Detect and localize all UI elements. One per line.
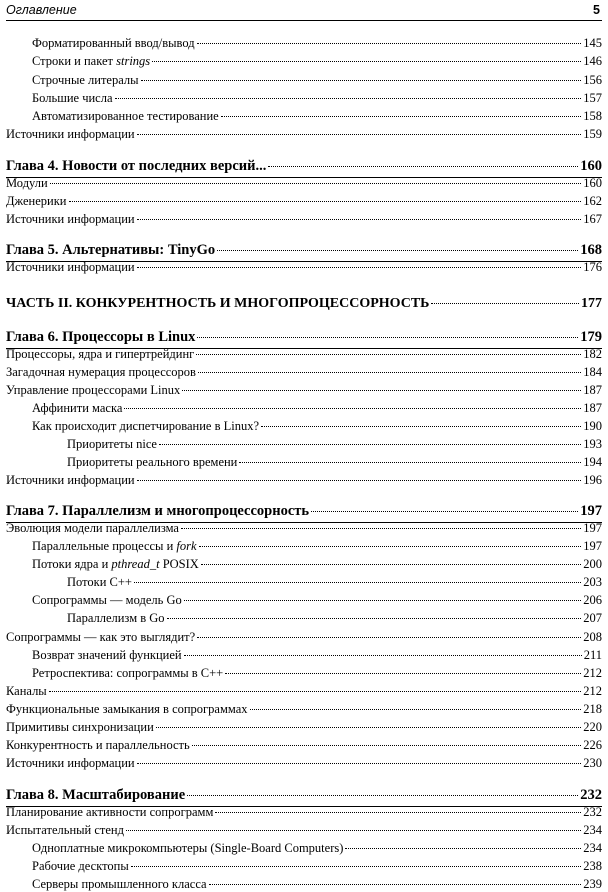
toc-entry-title-part: strings <box>116 54 151 68</box>
toc-entry[interactable] <box>6 176 602 191</box>
toc-entry-page: 226 <box>583 738 602 752</box>
leader-dots <box>184 655 582 656</box>
toc-entry-title <box>6 503 309 520</box>
toc-entry-title-part: Каналы <box>6 684 47 698</box>
running-title: Оглавление <box>6 3 77 17</box>
toc-entry-title <box>67 437 157 452</box>
toc-entry-title <box>32 54 150 69</box>
leader-dots <box>209 884 582 885</box>
toc-entry-page: 187 <box>583 383 602 397</box>
toc-entry-title <box>32 666 223 681</box>
leader-dots <box>196 354 581 355</box>
toc-entry[interactable] <box>6 212 602 227</box>
part-entry[interactable] <box>6 296 602 312</box>
toc-entry[interactable] <box>6 859 602 874</box>
leader-dots <box>261 426 581 427</box>
toc-entry[interactable] <box>6 365 602 380</box>
leader-dots <box>431 303 579 304</box>
toc-entry-page: 232 <box>580 787 602 803</box>
toc-entry-title-part: Глава 8. Масштабирование <box>6 787 186 803</box>
toc-entry-title-part: ЧАСТЬ II. КОНКУРЕНТНОСТЬ И МНОГОПРОЦЕССОРНОСТЬ <box>6 296 430 311</box>
leader-dots <box>345 848 581 849</box>
toc-entry-title-part: pthread_t <box>111 557 160 571</box>
toc-entry-title-part: Рабочие десктопы <box>32 859 129 873</box>
toc-entry-title-part: Источники информации <box>6 473 135 487</box>
leader-dots <box>192 745 582 746</box>
toc-entry-page: 197 <box>580 503 602 519</box>
toc-entry-page: 190 <box>583 419 602 433</box>
toc-entry-title <box>6 260 135 275</box>
leader-dots <box>124 408 581 409</box>
toc-entry-title <box>32 841 343 856</box>
toc-entry[interactable] <box>6 401 602 416</box>
toc-entry[interactable] <box>6 455 602 470</box>
toc-entry-title <box>32 593 182 608</box>
toc-entry[interactable] <box>6 73 602 88</box>
leader-dots <box>131 866 582 867</box>
toc-entry-page: 232 <box>583 805 602 819</box>
toc-entry-title-part: Глава 7. Параллелизм и многопроцессорность <box>6 503 310 519</box>
toc-entry-title-part: Глава 5. Альтернативы: TinyGo <box>6 242 216 258</box>
toc-entry-title <box>6 176 48 191</box>
leader-dots <box>201 564 581 565</box>
toc-entry-page: 218 <box>583 702 602 716</box>
toc-entry-page: 194 <box>583 455 602 469</box>
toc-entry-page: 212 <box>583 666 602 680</box>
leader-dots <box>137 134 582 135</box>
leader-dots <box>141 80 582 81</box>
toc-entry-title-part: Примитивы синхронизации <box>6 720 154 734</box>
toc-entry[interactable] <box>6 557 602 572</box>
leader-dots <box>239 462 581 463</box>
leader-dots <box>49 691 582 692</box>
toc-entry-title <box>32 109 219 124</box>
toc-entry-title-part: Модули <box>6 176 48 190</box>
toc-entry-title <box>6 365 196 380</box>
toc-entry-title-part: Загадочная нумерация процессоров <box>6 365 196 379</box>
toc-entry-title <box>67 455 237 470</box>
toc-entry[interactable] <box>6 756 602 771</box>
toc-entry-title <box>6 329 195 346</box>
toc-entry-page: 211 <box>583 648 602 662</box>
leader-dots <box>181 528 581 529</box>
toc-entry-title-part: Процессоры, ядра и гипертрейдинг <box>6 347 195 361</box>
toc-entry-title <box>6 702 248 717</box>
toc-entry-page: 182 <box>583 347 602 361</box>
leader-dots <box>197 337 578 338</box>
leader-dots <box>50 183 582 184</box>
toc-entry-page: 146 <box>583 54 602 68</box>
toc-entry-title-part: Глава 6. Процессоры в Linux <box>6 329 196 345</box>
toc-entry-title-part: Возврат значений функцией <box>32 648 182 662</box>
leader-dots <box>182 390 581 391</box>
leader-dots <box>134 582 581 583</box>
toc-entry-page: 160 <box>583 176 602 190</box>
toc-entry-title-part: Форматированный ввод/вывод <box>32 36 195 50</box>
toc-entry[interactable] <box>6 611 602 626</box>
toc-entry-title-part: Источники информации <box>6 756 135 770</box>
toc-entry-page: 197 <box>583 521 602 535</box>
toc-entry[interactable] <box>6 54 602 69</box>
toc-entry-title-part: Источники информации <box>6 212 135 226</box>
toc-entry-title-part: Источники информации <box>6 260 135 274</box>
toc-entry-page: 208 <box>583 630 602 644</box>
leader-dots <box>311 511 578 512</box>
toc-entry-title-part: Потоки C++ <box>67 575 132 589</box>
toc-entry[interactable] <box>6 127 602 142</box>
leader-dots <box>268 166 578 167</box>
table-of-contents <box>6 0 602 891</box>
toc-entry-title <box>6 684 47 699</box>
toc-entry-title <box>32 73 139 88</box>
toc-entry-title-part: POSIX <box>159 557 199 571</box>
toc-entry-page: 193 <box>583 437 602 451</box>
toc-entry-title <box>6 787 185 804</box>
toc-entry-title-part: Аффинити маска <box>32 401 123 415</box>
toc-entry-page: 234 <box>583 823 602 837</box>
toc-entry-title-part: Потоки ядра и <box>32 557 112 571</box>
toc-entry-title-part: fork <box>176 539 197 553</box>
chapter-entry[interactable] <box>6 503 602 520</box>
leader-dots <box>137 267 582 268</box>
toc-entry[interactable] <box>6 347 602 362</box>
toc-entry-title-part: Сопрограммы — модель Go <box>32 593 182 607</box>
toc-entry-page: 162 <box>583 194 602 208</box>
toc-entry-page: 179 <box>580 329 602 345</box>
toc-entry-page: 212 <box>583 684 602 698</box>
toc-entry-page: 207 <box>583 611 602 625</box>
toc-entry-title <box>6 756 135 771</box>
toc-entry-title <box>32 36 195 51</box>
toc-entry-title <box>6 347 194 362</box>
toc-entry-title <box>32 419 259 434</box>
leader-dots <box>152 61 581 62</box>
toc-entry-page: 145 <box>583 36 602 50</box>
toc-entry-title <box>6 212 135 227</box>
toc-entry-page: 168 <box>580 242 602 258</box>
toc-entry[interactable] <box>6 738 602 753</box>
toc-entry-title <box>6 823 124 838</box>
toc-entry-title-part: Эволюция модели параллелизма <box>6 521 179 535</box>
leader-dots <box>184 600 582 601</box>
toc-entry[interactable] <box>6 473 602 488</box>
leader-dots <box>225 673 581 674</box>
toc-entry-page: 197 <box>583 539 602 553</box>
toc-entry-title <box>6 805 213 820</box>
toc-entry-title-part: Дженерики <box>6 194 67 208</box>
toc-entry-title <box>32 877 207 892</box>
toc-entry-title <box>67 611 165 626</box>
toc-entry[interactable] <box>6 823 602 838</box>
leader-dots <box>137 763 582 764</box>
toc-entry-title-part: Функциональные замыкания в сопрограммах <box>6 702 248 716</box>
chapter-entry[interactable] <box>6 242 602 259</box>
toc-entry-page: 184 <box>583 365 602 379</box>
toc-entry[interactable] <box>6 805 602 820</box>
chapter-entry[interactable] <box>6 329 602 346</box>
leader-dots <box>221 116 582 117</box>
toc-entry[interactable] <box>6 575 602 590</box>
toc-entry-title <box>6 630 195 645</box>
leader-dots <box>137 219 582 220</box>
leader-dots <box>126 830 581 831</box>
toc-entry-page: 157 <box>583 91 602 105</box>
toc-entry[interactable] <box>6 684 602 699</box>
toc-entry-title <box>32 539 197 554</box>
toc-entry-page: 196 <box>583 473 602 487</box>
toc-entry-title <box>6 127 135 142</box>
toc-entry-title-part: Строчные литералы <box>32 73 139 87</box>
leader-dots <box>215 812 581 813</box>
toc-entry-title <box>6 296 429 312</box>
toc-entry-page: 238 <box>583 859 602 873</box>
toc-entry-page: 158 <box>583 109 602 123</box>
toc-entry-title-part: Параллельные процессы и <box>32 539 177 553</box>
toc-entry-page: 234 <box>583 841 602 855</box>
toc-entry-title-part: Приоритеты nice <box>67 437 157 451</box>
toc-entry[interactable] <box>6 109 602 124</box>
toc-entry[interactable] <box>6 648 602 663</box>
toc-entry-title-part: Параллелизм в Go <box>67 611 165 625</box>
toc-entry[interactable] <box>6 539 602 554</box>
toc-entry-page: 206 <box>583 593 602 607</box>
toc-entry[interactable] <box>6 841 602 856</box>
toc-entry-title <box>32 859 129 874</box>
toc-entry-title-part: Как происходит диспетчирование в Linux? <box>32 419 260 433</box>
toc-entry-title <box>32 91 113 106</box>
toc-entry-title <box>32 401 122 416</box>
toc-entry-title-part: Ретроспектива: сопрограммы в C++ <box>32 666 224 680</box>
toc-entry-title <box>6 158 266 175</box>
leader-dots <box>156 727 581 728</box>
leader-dots <box>198 372 581 373</box>
leader-dots <box>69 201 582 202</box>
toc-entry-title-part: Источники информации <box>6 127 135 141</box>
toc-entry[interactable] <box>6 877 602 892</box>
toc-entry-page: 220 <box>583 720 602 734</box>
toc-entry[interactable] <box>6 521 602 536</box>
toc-entry-title <box>6 194 67 209</box>
leader-dots <box>137 480 582 481</box>
toc-entry-page: 160 <box>580 158 602 174</box>
leader-dots <box>115 98 582 99</box>
toc-entry-page: 156 <box>583 73 602 87</box>
leader-dots <box>199 546 582 547</box>
toc-entry-title <box>6 720 154 735</box>
toc-entry-title <box>32 557 199 572</box>
toc-entry[interactable] <box>6 36 602 51</box>
toc-entry[interactable] <box>6 260 602 275</box>
leader-dots <box>197 43 582 44</box>
toc-entry[interactable] <box>6 720 602 735</box>
toc-entry-title <box>32 648 182 663</box>
chapter-entry[interactable] <box>6 787 602 804</box>
leader-dots <box>250 709 582 710</box>
leader-dots <box>187 795 578 796</box>
toc-entry-title-part: Автоматизированное тестирование <box>32 109 219 123</box>
toc-entry[interactable] <box>6 630 602 645</box>
toc-entry-title <box>6 521 179 536</box>
toc-entry-title-part: Сопрограммы — как это выглядит? <box>6 630 196 644</box>
toc-entry[interactable] <box>6 666 602 681</box>
toc-entry[interactable] <box>6 419 602 434</box>
toc-entry-page: 230 <box>583 756 602 770</box>
toc-entry-title-part: Глава 4. Новости от последних версий... <box>6 158 267 174</box>
toc-entry-title-part: Испытательный стенд <box>6 823 124 837</box>
toc-entry-title <box>6 473 135 488</box>
toc-entry[interactable] <box>6 702 602 717</box>
toc-entry-page: 187 <box>583 401 602 415</box>
toc-entry-page: 176 <box>583 260 602 274</box>
leader-dots <box>217 250 578 251</box>
toc-entry[interactable] <box>6 593 602 608</box>
toc-entry-title-part: Приоритеты реального времени <box>67 455 238 469</box>
toc-entry-page: 159 <box>583 127 602 141</box>
toc-entry[interactable] <box>6 383 602 398</box>
toc-entry[interactable] <box>6 194 602 209</box>
toc-entry-page: 203 <box>583 575 602 589</box>
toc-entry-title <box>67 575 132 590</box>
toc-entry-title-part: Конкурентность и параллельность <box>6 738 190 752</box>
leader-dots <box>167 618 582 619</box>
toc-entry-title-part: Большие числа <box>32 91 113 105</box>
toc-entry-title-part: Управление процессорами Linux <box>6 383 181 397</box>
toc-entry-title-part: Строки и пакет <box>32 54 117 68</box>
toc-entry-title-part: Одноплатные микрокомпьютеры (Single-Board Computers) <box>32 841 344 855</box>
toc-entry-title <box>6 738 190 753</box>
leader-dots <box>159 444 581 445</box>
toc-entry-title-part: Серверы промышленного класса <box>32 877 207 891</box>
toc-entry-title <box>6 242 215 259</box>
toc-entry-page: 167 <box>583 212 602 226</box>
toc-entry-page: 239 <box>583 877 602 891</box>
chapter-entry[interactable] <box>6 158 602 175</box>
toc-entry-title-part: Планирование активности сопрограмм <box>6 805 214 819</box>
toc-entry-title <box>6 383 180 398</box>
toc-entry[interactable] <box>6 437 602 452</box>
toc-entry-page: 200 <box>583 557 602 571</box>
page-number: 5 <box>593 3 600 17</box>
leader-dots <box>197 637 581 638</box>
toc-entry-page: 177 <box>581 296 602 311</box>
toc-entry[interactable] <box>6 91 602 106</box>
